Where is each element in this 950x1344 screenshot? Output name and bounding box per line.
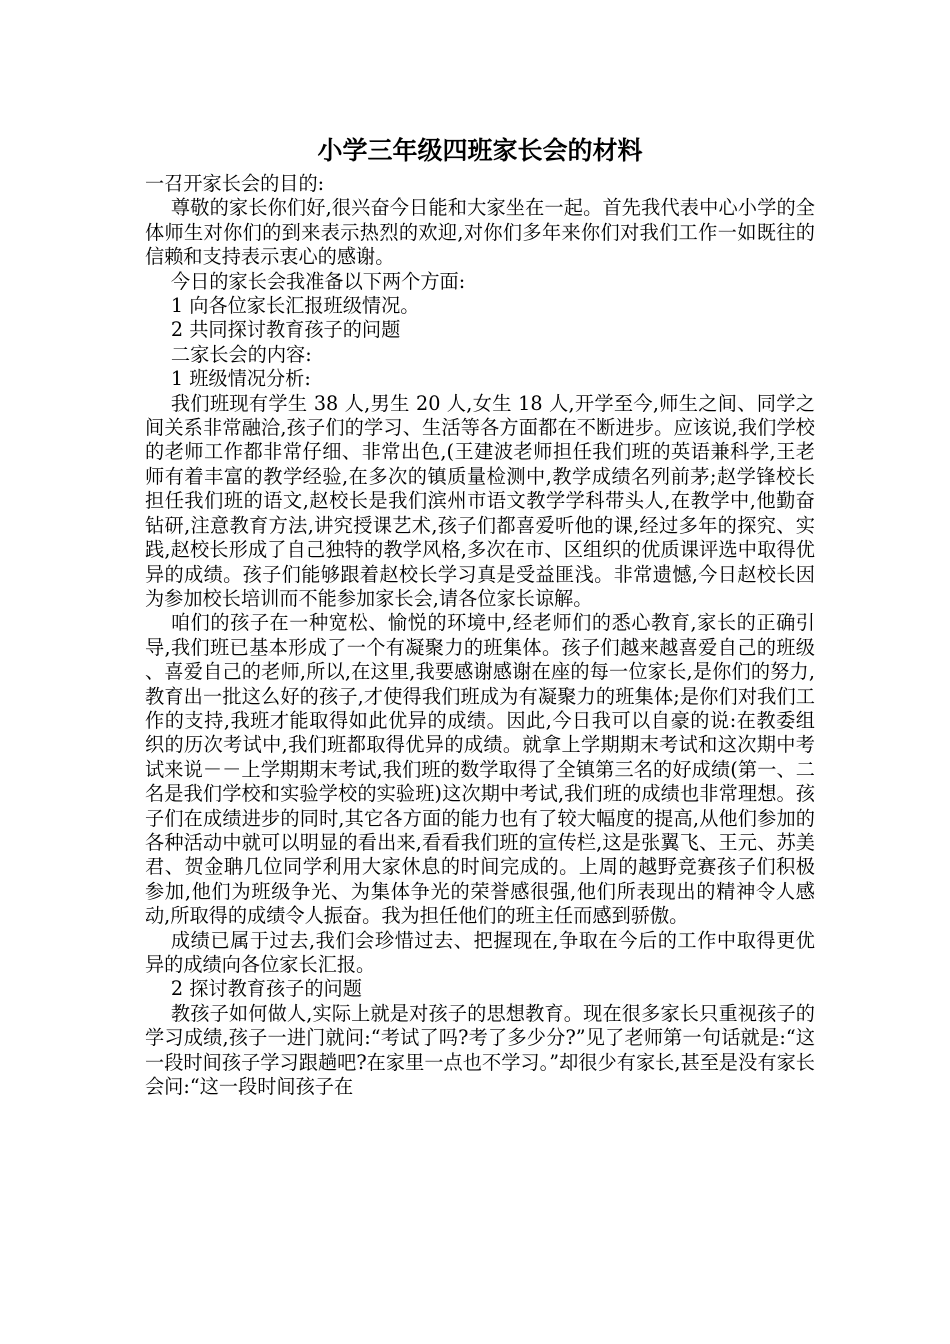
paragraph-class-collective: 咱们的孩子在一种宽松、愉悦的环境中,经老师们的悉心教育,家长的正确引导,我们班已基本形成了一个有凝聚力的班集体。孩子们越来越喜爱自己的班级 、喜爱自己的老师,所以,在这里,我要感谢感谢在座的每一位家长,是你们的努力,教育出一批这么好的孩子,才使得我们班成为有凝聚力的班集体;是你们对我们工作的支持,我班才能取得如此优异的成绩。因此,今日我可以自豪的说:在教委组织的历次考试中,我们班都取得优异的成绩。就拿上学期期末考试和这次期中考试来说－－上学期期末考试,我们班的数学取得了全镇第三名的好成绩(第一、二名是我们学校和实验学校的实验班)这次期中考试,我们班的成绩也非常理想。孩子们在成绩进步的同时,其它各方面的能力也有了较大幅度的提高,从他们参加的各种活动中就可以明显的看出来,看看我们班的宣传栏,这是张翼飞、王元、苏美君、贺金聃几位同学利用大家休息的时间完成的。上周的越野竞赛孩子们积极参加,他们为班级争光、为集体争光的荣誉感很强,他们所表现出的精神令人感动,所取得的成绩令人振奋。我为担任他们的班主任而感到骄傲。	[145, 611, 815, 928]
paragraph-achievements-past: 成绩已属于过去,我们会珍惜过去、把握现在,争取在今后的工作中取得更优异的成绩向各位家长汇报。	[145, 928, 815, 976]
paragraph-agenda-item-1: 1 向各位家长汇报班级情况。	[170, 294, 420, 318]
paragraph-education-discussion: 教孩子如何做人,实际上就是对孩子的思想教育。现在很多家长只重视孩子的学习成绩,孩子一进门就问:“考试了吗?考了多少分?”见了老师第一句话就是:“这一段时间孩子学习跟趟吧?在家里一点也不学习。”却很少有家长,甚至是没有家长会问:“这一段时间孩子在	[145, 1001, 815, 1099]
paragraph-agenda-item-2: 2 共同探讨教育孩子的问题	[170, 318, 401, 342]
paragraph-class-analysis: 我们班现有学生 38 人,男生 20 人,女生 18 人,开学至今,师生之间、同学之间关系非常融洽,孩子们的学习、生活等各方面都在不断进步。应该说,我们学校的老师工作都非常仔细、非常出色,(王建波老师担任我们班的英语兼科学,王老师有着丰富的教学经验,在多次的镇质量检测中,教学成绩名列前茅;赵学锋校长担任我们班的语文,赵校长是我们滨州市语文教学学科带头人,在教学中,他勤奋钻研,注意教育方法,讲究授课艺术,孩子们都喜爱听他的课,经过多年的探究、实践,赵校长形成了自己独特的教学风格,多次在市、区组织的优质课评选中取得优异的成绩。孩子们能够跟着赵校长学习真是受益匪浅。非常遗憾,今日赵校长因为参加校长培训而不能参加家长会,请各位家长谅解。	[145, 391, 815, 610]
document-page	[145, 134, 815, 1099]
paragraph-content-heading: 二家长会的内容:	[170, 342, 312, 366]
paragraph-greeting: 尊敬的家长你们好,很兴奋今日能和大家坐在一起。首先我代表中心小学的全体师生对你们的到来表示热烈的欢迎,对你们多年来你们对我们工作一如既往的信赖和支持表示衷心的感谢。	[145, 196, 815, 269]
paragraph-class-analysis-heading: 1 班级情况分析:	[170, 367, 311, 391]
paragraph-agenda-intro: 今日的家长会我准备以下两个方面:	[170, 269, 466, 293]
document-body	[145, 172, 815, 1099]
document-title: 小学三年级四班家长会的材料	[317, 136, 643, 165]
paragraph-education-heading: 2 探讨教育孩子的问题	[170, 977, 362, 1001]
paragraph-purpose-heading: 一召开家长会的目的:	[145, 172, 325, 195]
